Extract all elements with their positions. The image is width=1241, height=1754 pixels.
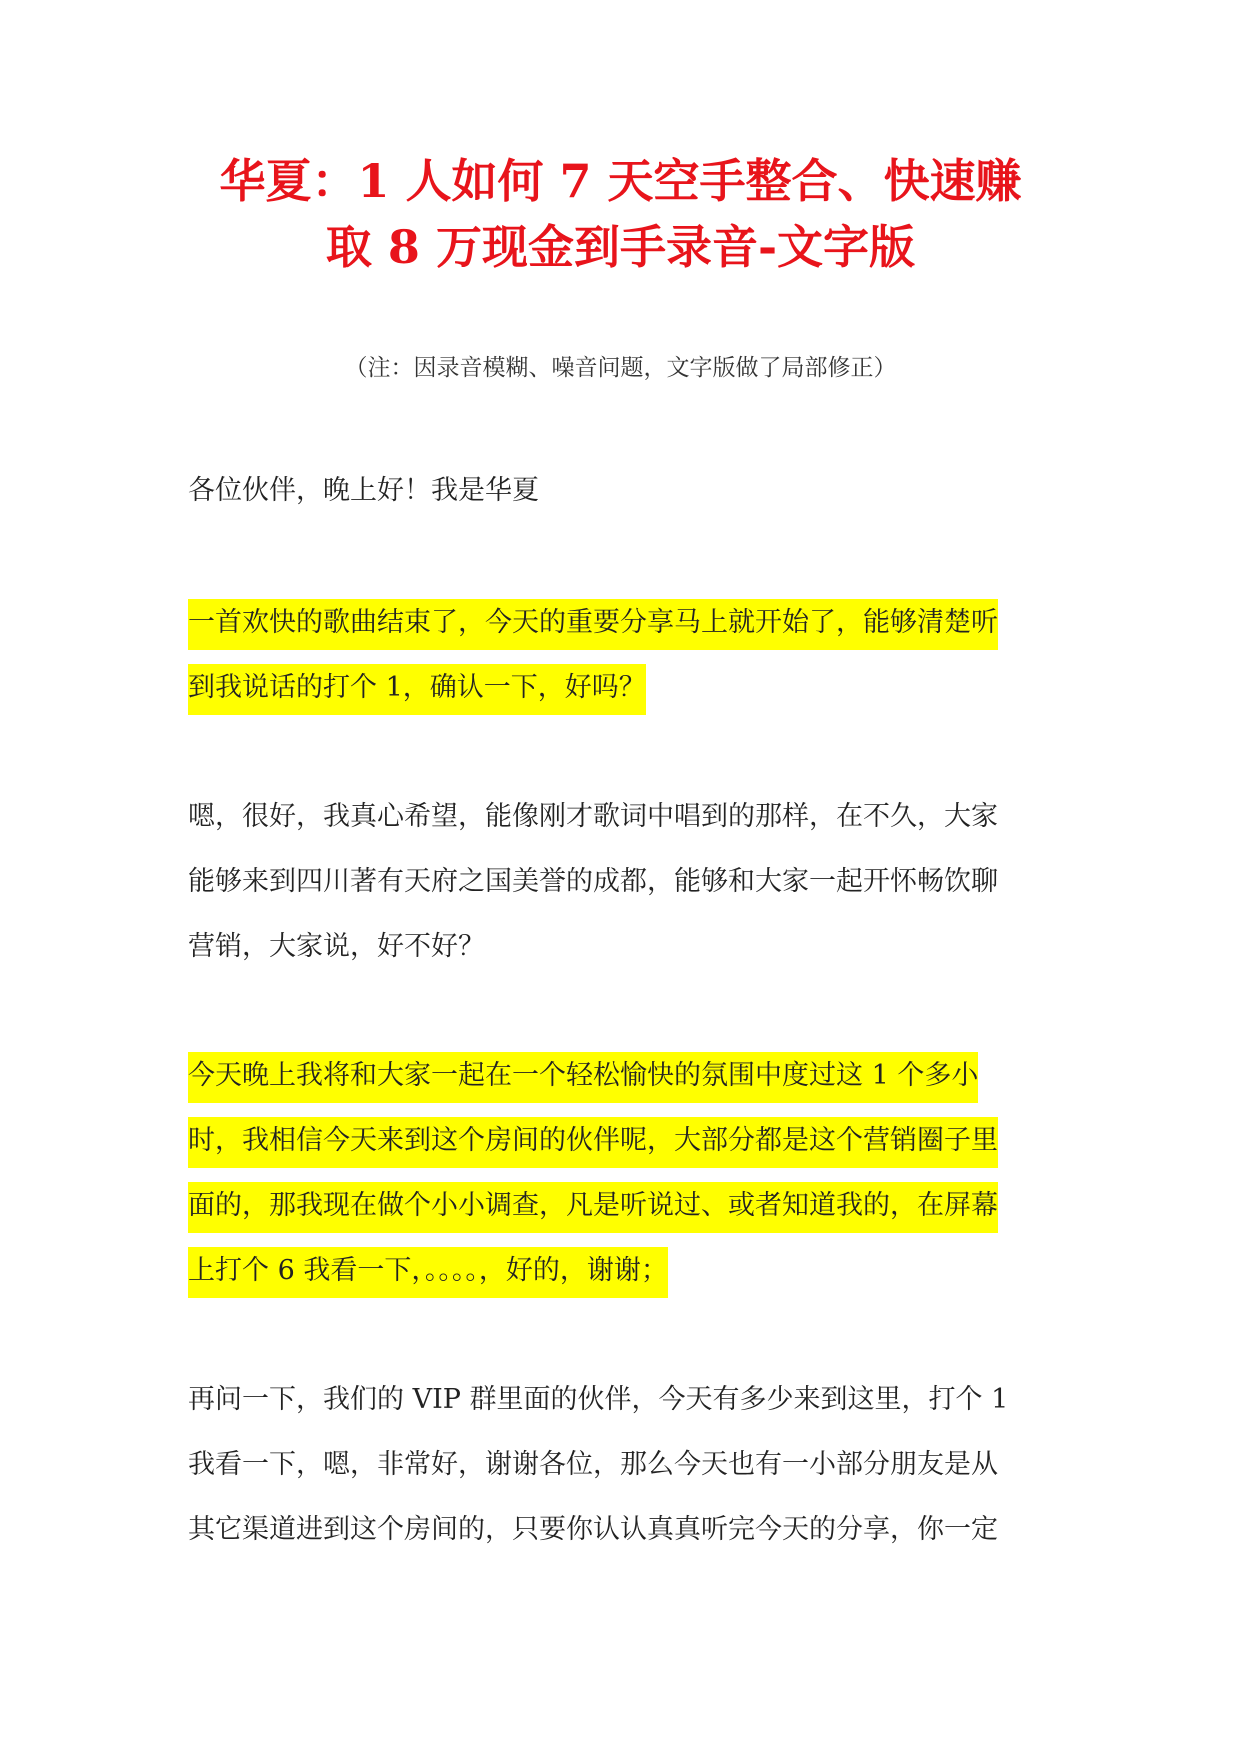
- paragraph-line: 能够来到四川著有天府之国美誉的成都，能够和大家一起开怀畅饮聊: [188, 866, 998, 897]
- paragraph-line: 嗯，很好，我真心希望，能像刚才歌词中唱到的那样，在不久，大家: [188, 801, 998, 832]
- paragraph-line: 营销，大家说，好不好？: [188, 931, 485, 962]
- title-line-1: 华夏：1 人如何 7 天空手整合、快速赚: [219, 154, 1022, 208]
- paragraph-line: 一首欢快的歌曲结束了，今天的重要分享马上就开始了，能够清楚听: [188, 590, 1054, 655]
- paragraph-line: 面的，那我现在做个小小调查，凡是听说过、或者知道我的，在屏幕: [188, 1173, 1054, 1238]
- paragraph-line: 我看一下，嗯，非常好，谢谢各位，那么今天也有一小部分朋友是从: [188, 1449, 998, 1480]
- paragraph-line: 到我说话的打个 1，确认一下，好吗？: [188, 655, 1054, 720]
- paragraph-line: 上打个 6 我看一下，。。。。，好的，谢谢；: [188, 1238, 1054, 1303]
- paragraph-highlighted-confirm: [188, 590, 1054, 720]
- paragraph-line: 其它渠道进到这个房间的，只要你认认真真听完今天的分享，你一定: [188, 1514, 998, 1545]
- paragraph-chengdu: [188, 784, 1054, 979]
- title-line-2: 取 8 万现金到手录音-文字版: [325, 220, 916, 274]
- paragraph-line: 各位伙伴，晚上好！我是华夏: [188, 475, 539, 506]
- paragraph-highlighted-survey: [188, 1043, 1054, 1303]
- paragraph-line: 今天晚上我将和大家一起在一个轻松愉快的氛围中度过这 1 个多小: [188, 1043, 1054, 1108]
- transcript-note: （注：因录音模糊、噪音问题，文字版做了局部修正）: [344, 355, 897, 381]
- paragraph-line: 再问一下，我们的 VIP 群里面的伙伴，今天有多少来到这里，打个 1: [188, 1384, 1009, 1415]
- paragraph-line: 时，我相信今天来到这个房间的伙伴呢，大部分都是这个营销圈子里: [188, 1108, 1054, 1173]
- paragraph-vip: [188, 1367, 1054, 1562]
- document-title: [160, 148, 1081, 280]
- paragraph-greeting: [188, 458, 1054, 523]
